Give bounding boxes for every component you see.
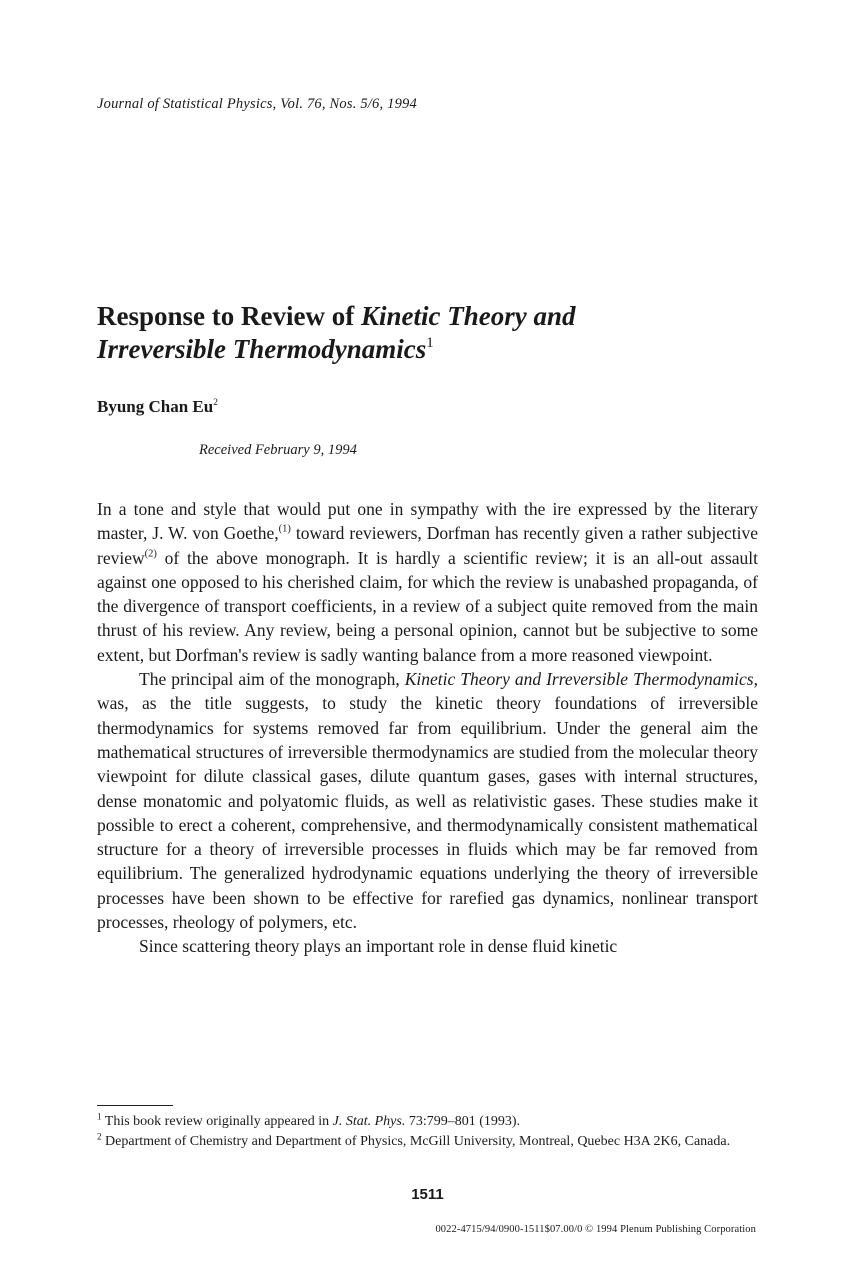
copyright-line: 0022-4715/94/0900-1511$07.00/0 © 1994 Plenum Publishing Corporation xyxy=(435,1224,756,1235)
p1-text-c: of the above monograph. It is hardly a scientific review; it is an all-out assault against one opposed to his cherished claim, for which the review is unabashed propaganda, of the divergence of transport coefficients, in a review of a subject quite removed from the main thrust of his review. Any review, being a personal opinion, cannot but be subjective to some extent, but Dorfman's review is sadly wanting balance from a more reasoned viewpoint. xyxy=(97,547,758,665)
title-footnote-mark: 1 xyxy=(426,334,434,351)
footnote-2 xyxy=(97,1132,758,1152)
footnote-1-text-b: 73:799–801 (1993). xyxy=(405,1114,521,1129)
footnote-2-mark: 2 xyxy=(97,1131,102,1142)
paragraph-2 xyxy=(97,667,758,934)
footnotes xyxy=(97,1112,758,1152)
citation-1: (1) xyxy=(278,523,291,535)
p1-text-a: In a tone and style that would put one in sympathy with the ire expressed by the literary master, J. W. von Goethe, xyxy=(97,499,758,544)
p2-text-b: , was, as the title suggests, to study the kinetic theory foundations of irreversible thermodynamics for systems removed far from equilibrium. Under the general aim the mathematical structures of irreversible thermodynamics are studied from the molecular theory viewpoint for dilute classical gases, dilute quantum gases, gases with internal structures, dense monatomic and polyatomic fluids, as well as relativistic gases. These studies make it possible to erect a coherent, comprehensive, and thermodynamically consistent mathematical structure for a theory of irreversible processes in fluids which may be far removed from equilibrium. The generalized hydrodynamic equations underlying the theory of irreversible processes have been shown to be effective for rarefied gas dynamics, nonlinear transport processes, rheology of polymers, etc. xyxy=(97,669,758,933)
footnote-1-mark: 1 xyxy=(97,1111,102,1122)
title-italic-line1: Kinetic Theory and xyxy=(360,301,576,331)
footnote-2-text: Department of Chemistry and Department of Physics, McGill University, Montreal, Quebec H3A 2K6, Canada. xyxy=(105,1134,731,1149)
journal-header: Journal of Statistical Physics, Vol. 76, Nos. 5/6, 1994 xyxy=(97,96,417,112)
footnote-1-text-a: This book review originally appeared in xyxy=(104,1114,333,1129)
paragraph-1 xyxy=(97,497,758,667)
p2-text-a: The principal aim of the monograph, xyxy=(139,669,405,690)
article-body xyxy=(97,497,758,959)
p2-book-title: Kinetic Theory and Irreversible Thermodynamics xyxy=(404,669,754,690)
footnote-divider xyxy=(97,1105,173,1106)
author-name xyxy=(97,397,218,417)
author-footnote-mark: 2 xyxy=(213,398,218,408)
p1-text-b: toward reviewers, Dorfman has recently given a rather subjective review xyxy=(97,523,758,568)
page-number: 1511 xyxy=(411,1186,444,1203)
article-title xyxy=(97,300,737,366)
received-date: Received February 9, 1994 xyxy=(199,442,357,458)
title-prefix: Response to Review of xyxy=(97,301,361,331)
footnote-1 xyxy=(97,1112,758,1132)
footnote-1-journal: J. Stat. Phys. xyxy=(332,1114,406,1129)
citation-2: (2) xyxy=(144,548,157,560)
title-italic-line2: Irreversible Thermodynamics xyxy=(97,334,427,364)
author-name-text: Byung Chan Eu xyxy=(97,397,214,416)
paragraph-3: Since scattering theory plays an important role in dense fluid kinetic xyxy=(139,936,618,957)
